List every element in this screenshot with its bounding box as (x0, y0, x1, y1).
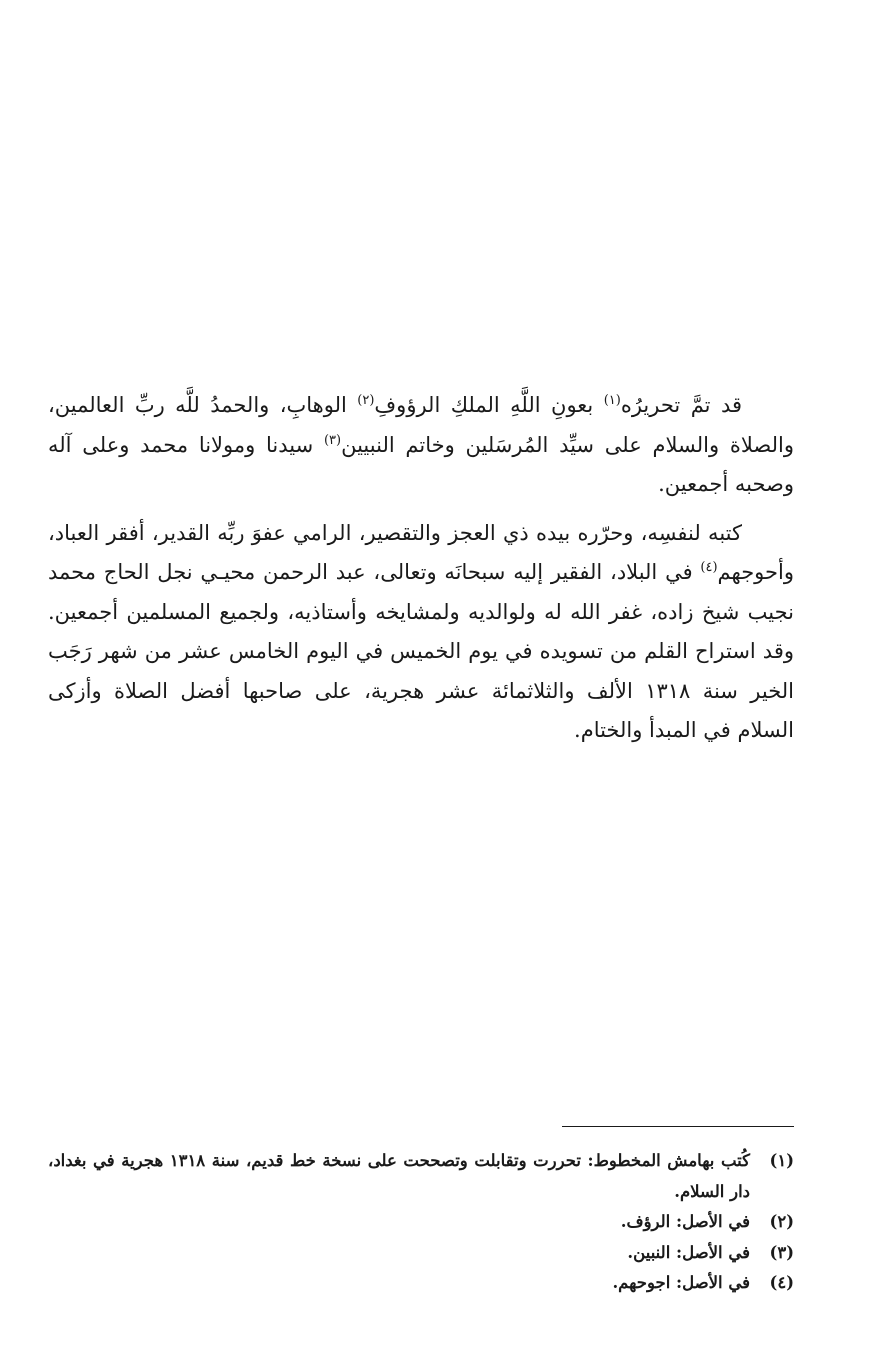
footnote-text: كُتب بهامش المخطوط: تحررت وتقابلت وتصححت على نسخة خط قديم، سنة ١٣١٨ هجرية في بغداد، دار السلام. (48, 1151, 750, 1201)
footnote-number: (٤) (769, 1273, 794, 1292)
footnote-ref-2: (٢) (357, 393, 375, 408)
footnote-4 (48, 1268, 794, 1299)
colophon-paragraph-2 (48, 514, 794, 751)
footnote-3 (48, 1238, 794, 1269)
footnote-text: في الأصل: النبين. (627, 1242, 750, 1262)
footnote-ref-1: (١) (603, 393, 621, 408)
footnote-text: في الأصل: الرؤف. (620, 1212, 750, 1231)
footnote-text: في الأصل: اجوحهم. (612, 1273, 750, 1292)
footnote-number: (١) (769, 1151, 794, 1170)
text-segment: الوهابِ، والحمدُ للَّه ربِّ العالمين، والصلاة والسلام على سيِّد المُرسَلين وخاتم النبيين (48, 393, 795, 457)
footnote-divider (562, 1126, 794, 1127)
footnote-2 (48, 1207, 794, 1238)
footnote-ref-3: (٣) (323, 432, 342, 448)
text-segment: بعونِ اللَّهِ الملكِ الرؤوفِ (374, 393, 604, 417)
text-segment: كتبه لنفسِه، وحرّره بيده ذي العجز والتقصير، الرامي عفوَ ربِّه القدير، أفقر العباد، وأحوجهم (48, 520, 794, 584)
text-segment: سيدنا ومولانا محمد وعلى آله وصحبه أجمعين. (48, 432, 794, 496)
footnote-number: (٢) (769, 1212, 794, 1231)
main-text (48, 386, 794, 751)
footnotes (48, 1146, 794, 1299)
footnote-1 (48, 1146, 794, 1207)
text-segment: قد تمَّ تحريرُه (620, 393, 743, 417)
text-segment: في البلاد، الفقير إليه سبحانَه وتعالى، عبد الرحمن محيـي نجل الحاج محمد نجيب شيخ زاده، غفر الله له ولوالديه ولمشايخه وأستاذيه، ولجميع المسلمين أجمعين. وقد استراح القلم من تسويده في يوم الخميس في اليوم الخامس عشر من شهر رَجَب الخير سنة ١٣١٨ الألف والثلاثمائة عشر هجرية، على صاحبها أفضل الصلاة وأزكى السلام في المبدأ والختام. (48, 560, 794, 742)
footnote-number: (٣) (769, 1242, 794, 1262)
footnote-ref-4: (٤) (700, 560, 718, 575)
colophon-paragraph-1 (48, 386, 794, 505)
